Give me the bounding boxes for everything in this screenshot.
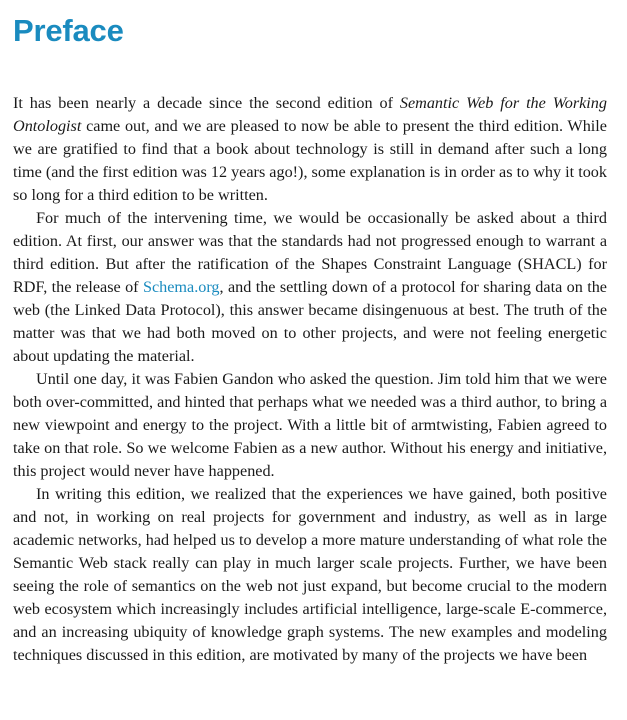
paragraph-2-text-a: For much of the intervening time, we would be occasionally be asked about a third edition. At first, our answer was that the standards had not progressed enough to warrant a third edition. But after the ratification of the Shapes Constraint Language (SHACL) for RDF, the release of: [13, 209, 607, 296]
paragraph-1: [13, 92, 607, 207]
body-text: [13, 92, 607, 667]
book-title: Semantic Web for the Working Ontologist: [13, 94, 607, 135]
paragraph-2: [13, 207, 607, 368]
schema-org-link[interactable]: Schema.org: [142, 278, 220, 296]
paragraph-4: In writing this edition, we realized that the experiences we have gained, both positive and not, in working on real projects for government and industry, as well as in large academic networks, had helped us to develop a more mature understanding of what role the Semantic Web stack really can play in much larger scale projects. Further, we have been seeing the role of semantics on the web not just expand, but become crucial to the modern web ecosystem which increasingly includes artificial intelligence, large-scale E-commerce, and an increasing ubiquity of knowledge graph systems. The new examples and modeling techniques discussed in this edition, are motivated by many of the projects we have been: [13, 485, 607, 664]
paragraph-1-text-a: It has been nearly a decade since the second edition of: [13, 94, 400, 112]
paragraph-1-text-b: came out, and we are pleased to now be able to present the third edition. While we are gratified to find that a book about technology is still in demand after such a long time (and the first edition was 12 years ago!), some explanation is in order as to why it took so long for a third edition to be written.: [13, 117, 607, 204]
paragraph-3: Until one day, it was Fabien Gandon who asked the question. Jim told him that we were both over-committed, and hinted that perhaps what we needed was a third author, to bring a new viewpoint and energy to the project. With a little bit of armtwisting, Fabien agreed to take on that role. So we welcome Fabien as a new author. Without his energy and initiative, this project would never have happened.: [13, 370, 607, 480]
page-title: Preface: [13, 13, 124, 48]
paragraph-2-text-b: , and the settling down of a protocol for sharing data on the web (the Linked Data Protocol), this answer became disingenuous at best. The truth of the matter was that we had both moved on to other projects, and were not feeling energetic about updating the material.: [13, 278, 607, 365]
page: [13, 0, 607, 667]
